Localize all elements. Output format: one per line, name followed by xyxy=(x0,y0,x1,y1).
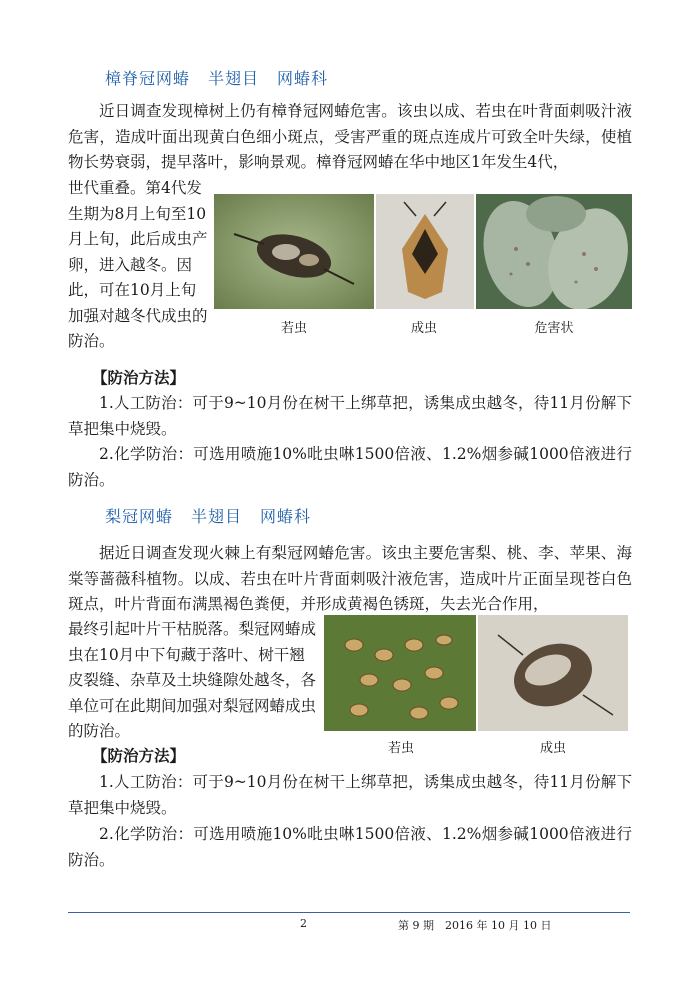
section1-title-name: 樟脊冠网蝽 xyxy=(105,69,191,88)
section2-title-family: 网蝽科 xyxy=(260,507,312,526)
issue-date: 第 9 期 2016 年 10 月 10 日 xyxy=(398,919,552,932)
section2-photo-adult xyxy=(478,615,628,731)
section2-title-name: 梨冠网蝽 xyxy=(105,507,174,526)
section2-method-title: 【防治方法】 xyxy=(92,747,186,765)
section2-caption-nymph: 若虫 xyxy=(387,741,414,756)
section2-heading xyxy=(105,504,311,527)
section2-caption-adult: 成虫 xyxy=(539,741,566,756)
section2-method1: 1.人工防治：可于9~10月份在树干上绑草把，诱集成虫越冬，待11月份解下草把集中烧毁。 xyxy=(68,773,632,817)
section1-caption-adult: 成虫 xyxy=(410,321,437,336)
section1-intro: 近日调查发现樟树上仍有樟脊冠网蝽危害。该虫以成、若虫在叶背面刺吸汁液危害，造成叶面出现黄白色细小斑点，受害严重的斑点连成片可致全叶失绿，使植物长势衰弱，提早落叶，影响景观。樟脊冠网蝽在华中地区1年发生4代， xyxy=(68,102,632,171)
section1-method-title: 【防治方法】 xyxy=(92,369,186,387)
section2-title-order: 半翅目 xyxy=(191,507,243,526)
section1-title-order: 半翅目 xyxy=(208,69,260,88)
footer-rule xyxy=(68,912,630,913)
section1-method1: 1.人工防治：可于9~10月份在树干上绑草把，诱集成虫越冬，待11月份解下草把集中烧毁。 xyxy=(68,394,632,438)
section1-side-text: 世代重叠。第4代发生期为8月上旬至10月上旬，此后成虫产卵，进入越冬。因此，可在10月上旬加强对越冬代成虫的防治。 xyxy=(68,179,208,350)
section2-intro: 据近日调查发现火棘上有梨冠网蝽危害。该虫主要危害梨、桃、李、苹果、海棠等蔷薇科植物。以成、若虫在叶片背面刺吸汁液危害，造成叶片正面呈现苍白色斑点，叶片背面布满黑褐色粪便，并形成黄褐色锈斑，失去光合作用， xyxy=(68,544,632,613)
section1-method2: 2.化学防治：可选用喷施10%吡虫啉1500倍液、1.2%烟参碱1000倍液进行防治。 xyxy=(68,445,632,489)
section1-photo-damage xyxy=(476,194,632,309)
section1-title-family: 网蝽科 xyxy=(277,69,329,88)
section2-photo-nymph xyxy=(324,615,476,731)
section1-heading xyxy=(105,66,328,89)
section1-caption-damage: 危害状 xyxy=(534,321,574,336)
section1-photo-adult xyxy=(376,194,474,309)
section2-side-text: 最终引起叶片干枯脱落。梨冠网蝽成虫在10月中下旬藏于落叶、树干翘皮裂缝、杂草及土块缝隙处越冬，各单位可在此期间加强对梨冠网蝽成虫的防治。 xyxy=(68,620,317,740)
page-number: 2 xyxy=(300,917,307,930)
section1-caption-nymph: 若虫 xyxy=(280,321,307,336)
section1-photo-nymph xyxy=(214,194,374,309)
section2-method2: 2.化学防治：可选用喷施10%吡虫啉1500倍液、1.2%烟参碱1000倍液进行防治。 xyxy=(68,825,632,869)
